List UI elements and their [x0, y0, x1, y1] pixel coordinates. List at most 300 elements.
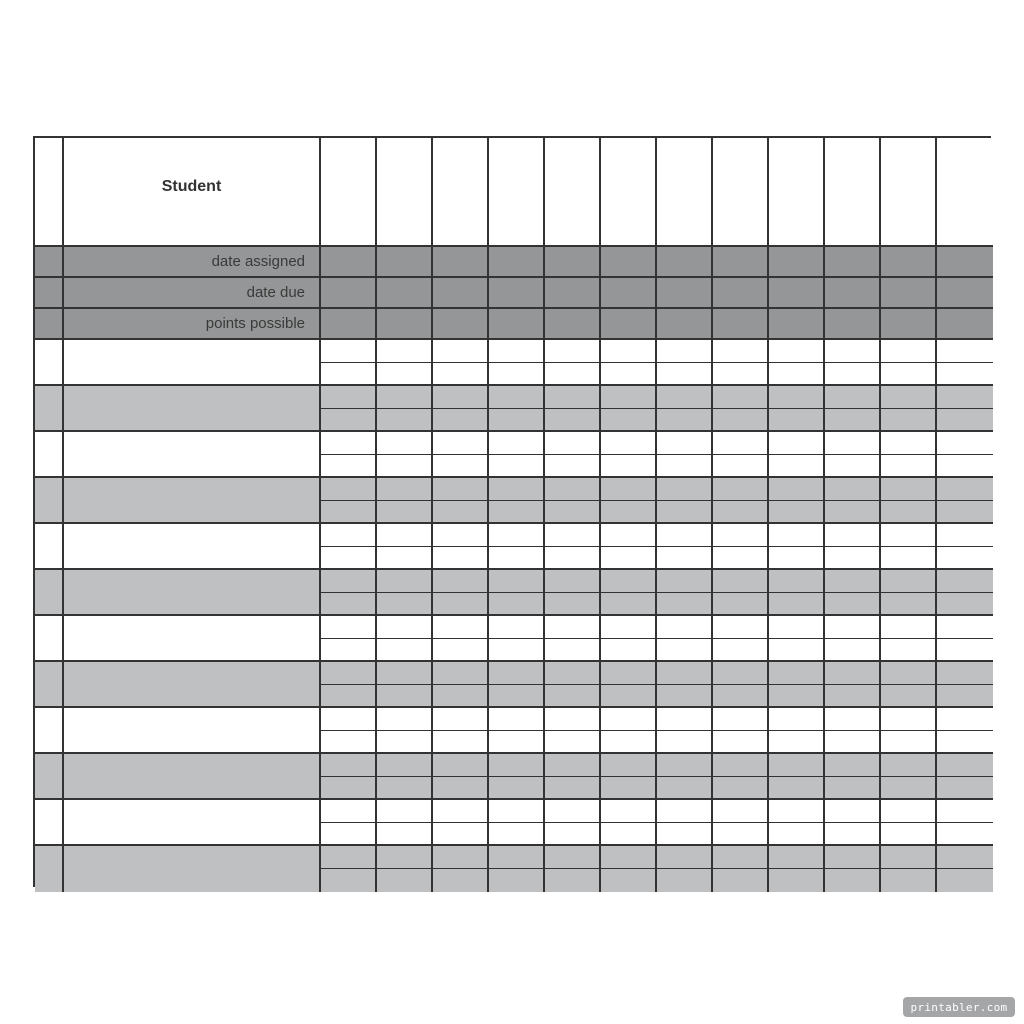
grade-entry-cell[interactable] — [489, 639, 545, 662]
grade-entry-cell[interactable] — [881, 593, 937, 616]
grade-entry-cell[interactable] — [769, 478, 825, 501]
grade-entry-cell[interactable] — [937, 593, 993, 616]
grade-entry-cell[interactable] — [657, 662, 713, 685]
grade-entry-cell[interactable] — [825, 570, 881, 593]
grade-entry-cell[interactable] — [489, 869, 545, 892]
meta-entry-cell[interactable] — [321, 278, 377, 309]
grade-entry-cell[interactable] — [881, 570, 937, 593]
grade-entry-cell[interactable] — [489, 455, 545, 478]
grade-entry-cell[interactable] — [545, 432, 601, 455]
grade-entry-cell[interactable] — [881, 409, 937, 432]
grade-entry-cell[interactable] — [489, 685, 545, 708]
grade-entry-cell[interactable] — [321, 593, 377, 616]
assignment-header-cell[interactable] — [657, 138, 713, 247]
grade-entry-cell[interactable] — [769, 731, 825, 754]
grade-entry-cell[interactable] — [937, 386, 993, 409]
grade-entry-cell[interactable] — [433, 708, 489, 731]
grade-entry-cell[interactable] — [601, 524, 657, 547]
grade-entry-cell[interactable] — [321, 777, 377, 800]
grade-entry-cell[interactable] — [601, 823, 657, 846]
grade-entry-cell[interactable] — [377, 754, 433, 777]
meta-entry-cell[interactable] — [433, 278, 489, 309]
grade-entry-cell[interactable] — [601, 731, 657, 754]
grade-entry-cell[interactable] — [377, 501, 433, 524]
grade-entry-cell[interactable] — [321, 662, 377, 685]
grade-entry-cell[interactable] — [377, 524, 433, 547]
grade-entry-cell[interactable] — [433, 501, 489, 524]
assignment-header-cell[interactable] — [377, 138, 433, 247]
grade-entry-cell[interactable] — [825, 524, 881, 547]
meta-entry-cell[interactable] — [825, 309, 881, 340]
grade-entry-cell[interactable] — [545, 662, 601, 685]
grade-entry-cell[interactable] — [937, 547, 993, 570]
grade-entry-cell[interactable] — [937, 869, 993, 892]
grade-entry-cell[interactable] — [657, 777, 713, 800]
meta-entry-cell[interactable] — [769, 309, 825, 340]
grade-entry-cell[interactable] — [545, 869, 601, 892]
grade-entry-cell[interactable] — [321, 501, 377, 524]
student-row-number-cell[interactable] — [35, 846, 64, 892]
meta-entry-cell[interactable] — [713, 309, 769, 340]
grade-entry-cell[interactable] — [545, 616, 601, 639]
meta-entry-cell[interactable] — [377, 278, 433, 309]
grade-entry-cell[interactable] — [433, 547, 489, 570]
grade-entry-cell[interactable] — [937, 708, 993, 731]
grade-entry-cell[interactable] — [881, 455, 937, 478]
assignment-header-cell[interactable] — [881, 138, 937, 247]
grade-entry-cell[interactable] — [601, 869, 657, 892]
student-row-number-cell[interactable] — [35, 386, 64, 432]
grade-entry-cell[interactable] — [601, 846, 657, 869]
grade-entry-cell[interactable] — [937, 432, 993, 455]
grade-entry-cell[interactable] — [937, 731, 993, 754]
grade-entry-cell[interactable] — [881, 639, 937, 662]
grade-entry-cell[interactable] — [321, 869, 377, 892]
meta-entry-cell[interactable] — [321, 247, 377, 278]
grade-entry-cell[interactable] — [321, 616, 377, 639]
meta-entry-cell[interactable] — [713, 278, 769, 309]
grade-entry-cell[interactable] — [881, 363, 937, 386]
grade-entry-cell[interactable] — [825, 386, 881, 409]
grade-entry-cell[interactable] — [489, 731, 545, 754]
grade-entry-cell[interactable] — [545, 524, 601, 547]
grade-entry-cell[interactable] — [545, 547, 601, 570]
grade-entry-cell[interactable] — [769, 823, 825, 846]
grade-entry-cell[interactable] — [769, 547, 825, 570]
grade-entry-cell[interactable] — [713, 524, 769, 547]
grade-entry-cell[interactable] — [769, 708, 825, 731]
grade-entry-cell[interactable] — [657, 501, 713, 524]
grade-entry-cell[interactable] — [769, 363, 825, 386]
grade-entry-cell[interactable] — [713, 409, 769, 432]
grade-entry-cell[interactable] — [769, 662, 825, 685]
grade-entry-cell[interactable] — [713, 869, 769, 892]
grade-entry-cell[interactable] — [713, 823, 769, 846]
student-row-number-cell[interactable] — [35, 708, 64, 754]
grade-entry-cell[interactable] — [657, 524, 713, 547]
student-row-number-cell[interactable] — [35, 340, 64, 386]
grade-entry-cell[interactable] — [825, 547, 881, 570]
meta-entry-cell[interactable] — [545, 278, 601, 309]
grade-entry-cell[interactable] — [881, 501, 937, 524]
grade-entry-cell[interactable] — [601, 409, 657, 432]
grade-entry-cell[interactable] — [713, 547, 769, 570]
grade-entry-cell[interactable] — [433, 455, 489, 478]
grade-entry-cell[interactable] — [825, 639, 881, 662]
grade-entry-cell[interactable] — [713, 662, 769, 685]
grade-entry-cell[interactable] — [825, 662, 881, 685]
grade-entry-cell[interactable] — [545, 363, 601, 386]
grade-entry-cell[interactable] — [825, 869, 881, 892]
grade-entry-cell[interactable] — [937, 478, 993, 501]
grade-entry-cell[interactable] — [657, 685, 713, 708]
grade-entry-cell[interactable] — [769, 639, 825, 662]
grade-entry-cell[interactable] — [713, 455, 769, 478]
grade-entry-cell[interactable] — [601, 340, 657, 363]
grade-entry-cell[interactable] — [377, 616, 433, 639]
grade-entry-cell[interactable] — [433, 340, 489, 363]
grade-entry-cell[interactable] — [377, 570, 433, 593]
student-name-cell[interactable] — [64, 432, 321, 478]
grade-entry-cell[interactable] — [937, 639, 993, 662]
grade-entry-cell[interactable] — [545, 777, 601, 800]
grade-entry-cell[interactable] — [769, 340, 825, 363]
grade-entry-cell[interactable] — [601, 754, 657, 777]
grade-entry-cell[interactable] — [825, 754, 881, 777]
meta-entry-cell[interactable] — [433, 309, 489, 340]
assignment-header-cell[interactable] — [825, 138, 881, 247]
student-name-cell[interactable] — [64, 708, 321, 754]
grade-entry-cell[interactable] — [769, 593, 825, 616]
grade-entry-cell[interactable] — [657, 340, 713, 363]
meta-entry-cell[interactable] — [881, 309, 937, 340]
grade-entry-cell[interactable] — [657, 616, 713, 639]
grade-entry-cell[interactable] — [825, 501, 881, 524]
grade-entry-cell[interactable] — [545, 455, 601, 478]
grade-entry-cell[interactable] — [825, 478, 881, 501]
student-name-cell[interactable] — [64, 340, 321, 386]
grade-entry-cell[interactable] — [489, 363, 545, 386]
student-row-number-cell[interactable] — [35, 662, 64, 708]
grade-entry-cell[interactable] — [769, 386, 825, 409]
meta-entry-cell[interactable] — [601, 278, 657, 309]
grade-entry-cell[interactable] — [657, 823, 713, 846]
grade-entry-cell[interactable] — [489, 501, 545, 524]
grade-entry-cell[interactable] — [657, 846, 713, 869]
grade-entry-cell[interactable] — [881, 547, 937, 570]
grade-entry-cell[interactable] — [321, 524, 377, 547]
grade-entry-cell[interactable] — [321, 363, 377, 386]
grade-entry-cell[interactable] — [601, 478, 657, 501]
grade-entry-cell[interactable] — [825, 616, 881, 639]
grade-entry-cell[interactable] — [321, 478, 377, 501]
grade-entry-cell[interactable] — [321, 754, 377, 777]
grade-entry-cell[interactable] — [433, 800, 489, 823]
grade-entry-cell[interactable] — [657, 800, 713, 823]
grade-entry-cell[interactable] — [321, 386, 377, 409]
grade-entry-cell[interactable] — [825, 432, 881, 455]
grade-entry-cell[interactable] — [937, 501, 993, 524]
grade-entry-cell[interactable] — [433, 754, 489, 777]
grade-entry-cell[interactable] — [545, 731, 601, 754]
grade-entry-cell[interactable] — [657, 754, 713, 777]
grade-entry-cell[interactable] — [601, 432, 657, 455]
grade-entry-cell[interactable] — [825, 800, 881, 823]
grade-entry-cell[interactable] — [601, 386, 657, 409]
student-row-number-cell[interactable] — [35, 478, 64, 524]
grade-entry-cell[interactable] — [377, 662, 433, 685]
meta-entry-cell[interactable] — [489, 309, 545, 340]
grade-entry-cell[interactable] — [657, 731, 713, 754]
grade-entry-cell[interactable] — [713, 616, 769, 639]
grade-entry-cell[interactable] — [601, 363, 657, 386]
grade-entry-cell[interactable] — [433, 386, 489, 409]
grade-entry-cell[interactable] — [321, 800, 377, 823]
grade-entry-cell[interactable] — [657, 593, 713, 616]
meta-entry-cell[interactable] — [881, 247, 937, 278]
grade-entry-cell[interactable] — [489, 823, 545, 846]
grade-entry-cell[interactable] — [545, 340, 601, 363]
grade-entry-cell[interactable] — [713, 340, 769, 363]
grade-entry-cell[interactable] — [545, 639, 601, 662]
grade-entry-cell[interactable] — [489, 432, 545, 455]
grade-entry-cell[interactable] — [545, 685, 601, 708]
grade-entry-cell[interactable] — [321, 685, 377, 708]
grade-entry-cell[interactable] — [881, 478, 937, 501]
grade-entry-cell[interactable] — [601, 639, 657, 662]
grade-entry-cell[interactable] — [321, 455, 377, 478]
grade-entry-cell[interactable] — [321, 409, 377, 432]
grade-entry-cell[interactable] — [545, 708, 601, 731]
grade-entry-cell[interactable] — [881, 777, 937, 800]
meta-entry-cell[interactable] — [713, 247, 769, 278]
student-row-number-cell[interactable] — [35, 616, 64, 662]
grade-entry-cell[interactable] — [601, 455, 657, 478]
grade-entry-cell[interactable] — [713, 685, 769, 708]
grade-entry-cell[interactable] — [937, 409, 993, 432]
grade-entry-cell[interactable] — [377, 340, 433, 363]
student-row-number-cell[interactable] — [35, 754, 64, 800]
grade-entry-cell[interactable] — [657, 478, 713, 501]
grade-entry-cell[interactable] — [937, 662, 993, 685]
grade-entry-cell[interactable] — [769, 524, 825, 547]
grade-entry-cell[interactable] — [937, 685, 993, 708]
grade-entry-cell[interactable] — [433, 616, 489, 639]
grade-entry-cell[interactable] — [713, 570, 769, 593]
grade-entry-cell[interactable] — [713, 432, 769, 455]
grade-entry-cell[interactable] — [825, 731, 881, 754]
grade-entry-cell[interactable] — [769, 455, 825, 478]
grade-entry-cell[interactable] — [545, 570, 601, 593]
meta-entry-cell[interactable] — [377, 247, 433, 278]
grade-entry-cell[interactable] — [769, 754, 825, 777]
grade-entry-cell[interactable] — [713, 708, 769, 731]
grade-entry-cell[interactable] — [377, 409, 433, 432]
student-row-number-cell[interactable] — [35, 570, 64, 616]
grade-entry-cell[interactable] — [377, 386, 433, 409]
grade-entry-cell[interactable] — [377, 685, 433, 708]
grade-entry-cell[interactable] — [657, 570, 713, 593]
grade-entry-cell[interactable] — [937, 754, 993, 777]
assignment-header-cell[interactable] — [601, 138, 657, 247]
grade-entry-cell[interactable] — [937, 777, 993, 800]
student-name-cell[interactable] — [64, 524, 321, 570]
grade-entry-cell[interactable] — [433, 363, 489, 386]
grade-entry-cell[interactable] — [881, 524, 937, 547]
grade-entry-cell[interactable] — [881, 340, 937, 363]
grade-entry-cell[interactable] — [825, 777, 881, 800]
grade-entry-cell[interactable] — [545, 800, 601, 823]
grade-entry-cell[interactable] — [321, 432, 377, 455]
grade-entry-cell[interactable] — [321, 340, 377, 363]
grade-entry-cell[interactable] — [937, 363, 993, 386]
grade-entry-cell[interactable] — [769, 777, 825, 800]
grade-entry-cell[interactable] — [881, 800, 937, 823]
meta-entry-cell[interactable] — [601, 309, 657, 340]
grade-entry-cell[interactable] — [881, 846, 937, 869]
grade-entry-cell[interactable] — [377, 846, 433, 869]
assignment-header-cell[interactable] — [321, 138, 377, 247]
grade-entry-cell[interactable] — [489, 524, 545, 547]
meta-entry-cell[interactable] — [825, 247, 881, 278]
grade-entry-cell[interactable] — [657, 455, 713, 478]
grade-entry-cell[interactable] — [937, 616, 993, 639]
meta-entry-cell[interactable] — [769, 278, 825, 309]
grade-entry-cell[interactable] — [601, 616, 657, 639]
grade-entry-cell[interactable] — [489, 662, 545, 685]
grade-entry-cell[interactable] — [601, 685, 657, 708]
grade-entry-cell[interactable] — [377, 823, 433, 846]
student-row-number-cell[interactable] — [35, 800, 64, 846]
meta-entry-cell[interactable] — [825, 278, 881, 309]
grade-entry-cell[interactable] — [489, 777, 545, 800]
student-row-number-cell[interactable] — [35, 524, 64, 570]
grade-entry-cell[interactable] — [601, 708, 657, 731]
grade-entry-cell[interactable] — [881, 616, 937, 639]
grade-entry-cell[interactable] — [433, 639, 489, 662]
grade-entry-cell[interactable] — [657, 547, 713, 570]
grade-entry-cell[interactable] — [321, 823, 377, 846]
grade-entry-cell[interactable] — [433, 432, 489, 455]
grade-entry-cell[interactable] — [489, 386, 545, 409]
grade-entry-cell[interactable] — [321, 731, 377, 754]
grade-entry-cell[interactable] — [601, 501, 657, 524]
grade-entry-cell[interactable] — [489, 547, 545, 570]
assignment-header-cell[interactable] — [713, 138, 769, 247]
grade-entry-cell[interactable] — [433, 524, 489, 547]
meta-entry-cell[interactable] — [321, 309, 377, 340]
meta-entry-cell[interactable] — [769, 247, 825, 278]
grade-entry-cell[interactable] — [321, 570, 377, 593]
grade-entry-cell[interactable] — [825, 409, 881, 432]
grade-entry-cell[interactable] — [881, 823, 937, 846]
grade-entry-cell[interactable] — [769, 685, 825, 708]
grade-entry-cell[interactable] — [377, 731, 433, 754]
student-name-cell[interactable] — [64, 800, 321, 846]
grade-entry-cell[interactable] — [769, 501, 825, 524]
grade-entry-cell[interactable] — [377, 432, 433, 455]
grade-entry-cell[interactable] — [769, 409, 825, 432]
grade-entry-cell[interactable] — [489, 340, 545, 363]
grade-entry-cell[interactable] — [545, 478, 601, 501]
grade-entry-cell[interactable] — [489, 708, 545, 731]
grade-entry-cell[interactable] — [881, 869, 937, 892]
grade-entry-cell[interactable] — [601, 662, 657, 685]
grade-entry-cell[interactable] — [713, 501, 769, 524]
grade-entry-cell[interactable] — [377, 547, 433, 570]
grade-entry-cell[interactable] — [489, 478, 545, 501]
grade-entry-cell[interactable] — [377, 593, 433, 616]
student-row-number-cell[interactable] — [35, 432, 64, 478]
meta-entry-cell[interactable] — [937, 309, 993, 340]
grade-entry-cell[interactable] — [713, 731, 769, 754]
grade-entry-cell[interactable] — [433, 685, 489, 708]
grade-entry-cell[interactable] — [657, 363, 713, 386]
assignment-header-cell[interactable] — [545, 138, 601, 247]
grade-entry-cell[interactable] — [321, 708, 377, 731]
student-name-cell[interactable] — [64, 616, 321, 662]
grade-entry-cell[interactable] — [713, 777, 769, 800]
grade-entry-cell[interactable] — [601, 800, 657, 823]
meta-entry-cell[interactable] — [657, 278, 713, 309]
grade-entry-cell[interactable] — [713, 800, 769, 823]
grade-entry-cell[interactable] — [657, 639, 713, 662]
meta-entry-cell[interactable] — [881, 278, 937, 309]
grade-entry-cell[interactable] — [489, 800, 545, 823]
grade-entry-cell[interactable] — [433, 823, 489, 846]
grade-entry-cell[interactable] — [321, 547, 377, 570]
grade-entry-cell[interactable] — [881, 708, 937, 731]
grade-entry-cell[interactable] — [713, 846, 769, 869]
grade-entry-cell[interactable] — [321, 639, 377, 662]
meta-entry-cell[interactable] — [377, 309, 433, 340]
grade-entry-cell[interactable] — [321, 846, 377, 869]
grade-entry-cell[interactable] — [713, 386, 769, 409]
grade-entry-cell[interactable] — [825, 685, 881, 708]
grade-entry-cell[interactable] — [769, 616, 825, 639]
grade-entry-cell[interactable] — [545, 501, 601, 524]
grade-entry-cell[interactable] — [937, 570, 993, 593]
grade-entry-cell[interactable] — [545, 593, 601, 616]
grade-entry-cell[interactable] — [377, 777, 433, 800]
grade-entry-cell[interactable] — [825, 846, 881, 869]
grade-entry-cell[interactable] — [769, 570, 825, 593]
meta-entry-cell[interactable] — [937, 278, 993, 309]
grade-entry-cell[interactable] — [881, 731, 937, 754]
grade-entry-cell[interactable] — [433, 478, 489, 501]
grade-entry-cell[interactable] — [601, 593, 657, 616]
grade-entry-cell[interactable] — [657, 386, 713, 409]
student-name-cell[interactable] — [64, 478, 321, 524]
grade-entry-cell[interactable] — [489, 409, 545, 432]
grade-entry-cell[interactable] — [713, 363, 769, 386]
grade-entry-cell[interactable] — [545, 409, 601, 432]
grade-entry-cell[interactable] — [433, 593, 489, 616]
grade-entry-cell[interactable] — [825, 363, 881, 386]
assignment-header-cell[interactable] — [937, 138, 993, 247]
grade-entry-cell[interactable] — [769, 846, 825, 869]
student-name-cell[interactable] — [64, 570, 321, 616]
grade-entry-cell[interactable] — [545, 754, 601, 777]
grade-entry-cell[interactable] — [713, 639, 769, 662]
grade-entry-cell[interactable] — [601, 777, 657, 800]
grade-entry-cell[interactable] — [545, 823, 601, 846]
meta-entry-cell[interactable] — [545, 309, 601, 340]
grade-entry-cell[interactable] — [937, 846, 993, 869]
grade-entry-cell[interactable] — [489, 593, 545, 616]
grade-entry-cell[interactable] — [489, 846, 545, 869]
grade-entry-cell[interactable] — [657, 708, 713, 731]
